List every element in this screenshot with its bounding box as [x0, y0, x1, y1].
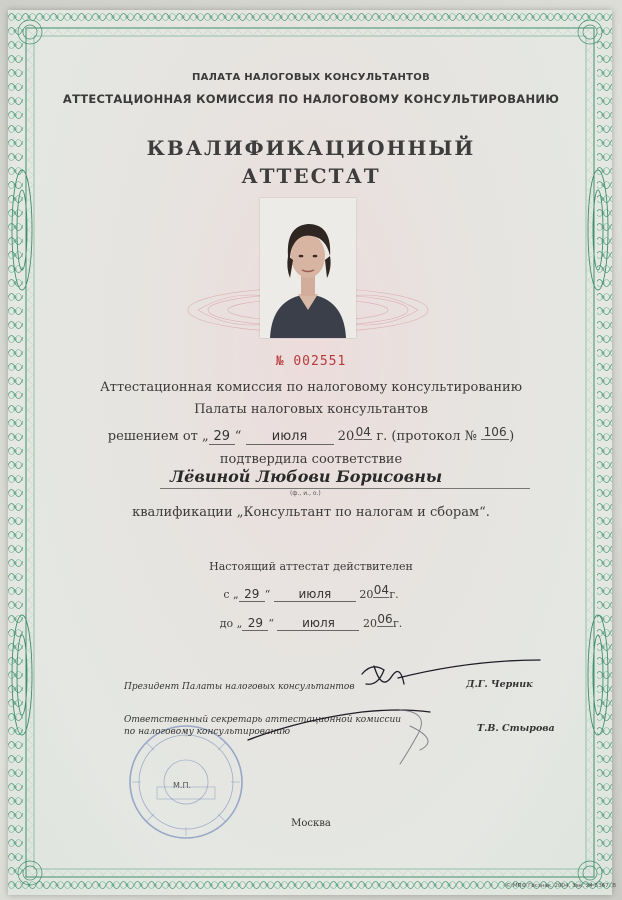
- validity-to-century: 20: [362, 617, 377, 630]
- secretary-role-line-2: по налоговому консультированию: [124, 727, 291, 737]
- city: Москва: [291, 818, 331, 829]
- president-role: Президент Палаты налоговых консультантов: [124, 682, 355, 692]
- holder-name-hint: (ф., и., о.): [290, 490, 321, 497]
- title-line-1: КВАЛИФИКАЦИОННЫЙ: [146, 136, 476, 160]
- decision-year: 04: [355, 425, 371, 439]
- validity-from-day: 29: [239, 587, 265, 602]
- validity-to-quote: “: [268, 617, 274, 630]
- validity-from-quote: “: [264, 588, 271, 601]
- decision-line: [0, 425, 622, 445]
- validity-from-suffix: г.: [389, 588, 399, 601]
- portrait-illustration: [260, 198, 356, 338]
- decision-quote: “: [234, 429, 242, 444]
- validity-to-year: 06: [377, 612, 393, 626]
- certificate-number: № 002551: [275, 354, 347, 369]
- decision-century: 20: [337, 429, 355, 444]
- validity-to-suffix: г.: [392, 617, 403, 630]
- validity-from: [0, 583, 622, 602]
- stamp-label: М.П.: [173, 781, 192, 790]
- validity-from-year: 04: [373, 583, 389, 597]
- decision-day: 29: [209, 430, 235, 445]
- decision-suffix: г. (протокол №: [376, 429, 477, 444]
- decision-month: июля: [246, 430, 334, 445]
- holder-name: Лёвиной Любови Борисовны: [170, 467, 443, 486]
- secretary-role-line-1: Ответственный секретарь аттестационной комиссии: [124, 715, 402, 725]
- decision-prefix: решением от „: [107, 429, 209, 444]
- protocol-close: ): [509, 429, 515, 444]
- title-line-2: АТТЕСТАТ: [241, 164, 381, 188]
- validity-to: [0, 612, 622, 631]
- issuer-line-2: Палаты налоговых консультантов: [194, 402, 428, 417]
- validity-to-day: 29: [242, 616, 268, 631]
- holder-photo: [260, 198, 356, 338]
- validity-title: Настоящий аттестат действителен: [209, 560, 413, 573]
- president-name: Д.Г. Черник: [466, 679, 533, 690]
- confirmed-line: подтвердила соответствие: [219, 452, 403, 467]
- validity-to-prefix: до „: [219, 617, 243, 630]
- validity-from-month: июля: [274, 587, 356, 602]
- org-name: ПАЛАТА НАЛОГОВЫХ КОНСУЛЬТАНТОВ: [191, 72, 431, 83]
- protocol-number: 106: [481, 425, 509, 440]
- validity-from-century: 20: [359, 588, 374, 601]
- validity-from-prefix: с „: [223, 588, 239, 601]
- validity-to-month: июля: [277, 616, 359, 631]
- qualification-line: квалификации „Консультант по налогам и сборам“.: [132, 505, 490, 520]
- issuer-line-1: Аттестационная комиссия по налоговому консультированию: [99, 380, 523, 395]
- commission-name: АТТЕСТАЦИОННАЯ КОМИССИЯ ПО НАЛОГОВОМУ КОНСУЛЬТИРОВАНИЮ: [62, 92, 560, 106]
- printer-imprint: © МПФ Госзнак. 2004. Зак. 24-5367. В: [505, 883, 616, 889]
- secretary-name: Т.В. Стырова: [477, 723, 555, 734]
